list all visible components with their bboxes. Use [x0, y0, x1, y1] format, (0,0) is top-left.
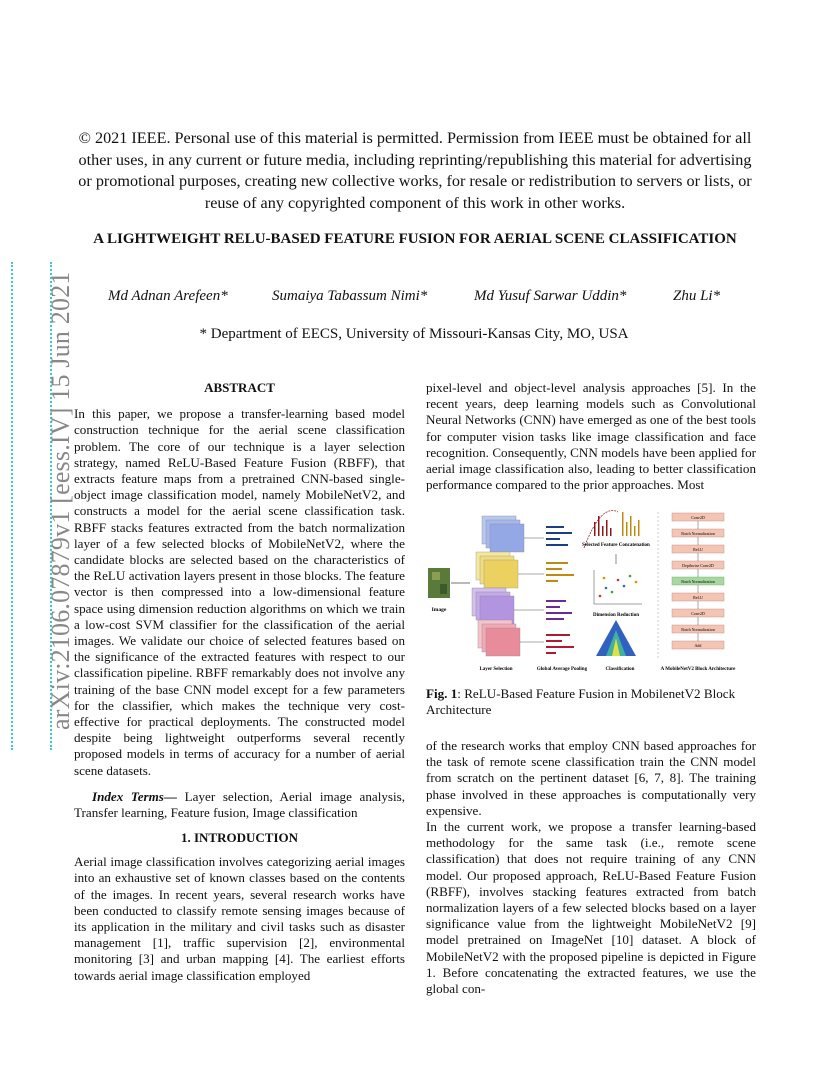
feature-bars-4: [546, 634, 574, 654]
right-column-bottom: [426, 738, 756, 997]
dimred-label: Dimension Reduction: [593, 613, 639, 618]
svg-text:ReLU: ReLU: [693, 547, 703, 552]
layer-stack-pink: [478, 620, 520, 656]
author-4: Zhu Li*: [673, 288, 721, 304]
caption-label: Fig. 1: [426, 686, 458, 701]
index-terms-label: Index Terms—: [92, 788, 178, 804]
right-top-text: pixel-level and object-level analysis approaches [5]. In the recent years, deep learning models such as Convolutional Neural Networks (CNN) have emerged as one of the best tools for computer vision tasks like image classification and face recognition. Consequently, CNN models have been applied for aerial image classification also, leading to better classification performance compared to the prior approaches. Most: [426, 380, 756, 493]
svg-text:ReLU: ReLU: [693, 595, 703, 600]
svg-text:Add: Add: [694, 643, 702, 648]
author-3: Md Yusuf Sarwar Uddin*: [474, 288, 627, 304]
concatenation-bars: [594, 512, 640, 536]
index-terms: [74, 789, 405, 821]
introduction-section: [74, 830, 405, 984]
right-column-top: [426, 380, 756, 493]
svg-text:Depthwise Conv2D: Depthwise Conv2D: [682, 563, 714, 568]
gap-label: Global Average Pooling: [536, 667, 588, 672]
abstract-section: [74, 380, 405, 821]
abstract-text: In this paper, we propose a transfer-learning based model construction technique for the aerial scene classification problem. The core of our technique is a layer selection strategy, named ReLU-Based Feature Fusion (RBFF), that extracts feature maps from a pretrained CNN-based single-object image classification model, namely MobileNetV2, and constructs a model for the aerial scene classification task. RBFF stacks features extracted from the batch normalization layer of a few selected blocks of MobileNetV2, where the candidate blocks are selected based on the characteristics of the ReLU activation layers present in those blocks. The feature vector is then compressed into a low-dimensional feature space using dimension reduction algorithms on which we train a low-cost SVM classifier for the classification of the aerial images. We validate our choice of selected features based on the significance of the extracted features with respect to our classification pipeline. RBFF remarkably does not involve any training of the base CNN model except for a few parameters for the classifier, which makes the technique very cost-effective for practical deployments. The constructed model despite being lightweight outperforms several recently proposed models in terms of accuracy for a number of aerial scene datasets.: [74, 406, 405, 778]
intro-text: Aerial image classification involves categorizing aerial images into an exhaustive set of known classes based on the contents of the images. In recent years, several research works have been conducted to classify remote sensing images because of its application in the military and civil tasks such as disaster management [1], traffic supervision [2], environmental monitoring [3] and urban mapping [4]. The earliest efforts towards aerial image classification employed: [74, 854, 405, 983]
svg-text:Conv2D: Conv2D: [691, 611, 705, 616]
classification-surface: [596, 620, 636, 656]
intro-heading: 1. INTRODUCTION: [180, 830, 298, 845]
author-2: Sumaiya Tabassum Nimi*: [272, 288, 428, 304]
svg-text:Batch Normalization: Batch Normalization: [681, 531, 715, 536]
caption-text: : ReLU-Based Feature Fusion in MobilenetV2 Block Architecture: [426, 686, 736, 718]
arxiv-border-left: [11, 262, 13, 750]
affiliation: * Department of EECS, University of Missouri-Kansas City, MO, USA: [199, 326, 629, 342]
copyright-notice: © 2021 IEEE. Personal use of this material is permitted. Permission from IEEE must be obtained for all other uses, in any current or future media, including reprinting/republishing this material for advertising or promotional purposes, creating new collective works, for resale or redistribution to servers or lists, or reuse of any copyrighted component of this work in other works.: [78, 129, 752, 212]
image-label: Image: [431, 607, 447, 613]
index-terms-text: Layer selection, Aerial image analysis, Transfer learning, Feature fusion, Image classification: [74, 788, 406, 821]
svg-text:Batch Normalization: Batch Normalization: [681, 627, 715, 632]
abstract-heading: ABSTRACT: [204, 380, 275, 395]
feature-bars-3: [546, 600, 572, 620]
block-arch-label: A MobileNetV2 Block Architecture: [660, 667, 736, 672]
classification-label: Classification: [605, 667, 635, 672]
layer-stack-blue: [482, 516, 524, 552]
feature-bars-2: [546, 562, 574, 582]
right-para-1: of the research works that employ CNN based approaches for the task of remote scene classification train the CNN model from scratch on the pertinent dataset [6, 7, 8]. The training phase involved in these approaches is computationally very expensive.: [426, 738, 756, 818]
paper-title: A LIGHTWEIGHT RELU-BASED FEATURE FUSION FOR AERIAL SCENE CLASSIFICATION: [93, 231, 737, 247]
layer-selection-label: Layer Selection: [479, 667, 513, 672]
author-1: Md Adnan Arefeen*: [108, 288, 228, 304]
feature-bars-1: [546, 526, 572, 546]
right-para-2: In the current work, we propose a transfer learning-based methodology for the same task (i.e., remote scene classification) that does not require training of any CNN model. Our proposed approach, ReLU-Based Feature Fusion (RBFF), involves stacking features extracted from batch normalization layers of a few selected blocks based on a layer significance value from the lightweight MobileNetV2 [9] model pretrained on ImageNet [10] dataset. A block of MobileNetV2 with the proposed pipeline is depicted in Figure 1. Before concatenating the extracted features, we use the global con-: [426, 819, 756, 997]
svg-text:Batch Normalization: Batch Normalization: [681, 579, 715, 584]
figure-1-diagram: [426, 508, 756, 676]
svg-text:Conv2D: Conv2D: [691, 515, 705, 520]
arxiv-stamp: arXiv:2106.07879v1 [eess.IV] 15 Jun 2021: [46, 271, 75, 730]
layer-stack-purple: [472, 588, 514, 624]
block-architecture: [672, 513, 724, 649]
selected-label: Selected Feature Concatenation: [582, 543, 650, 548]
scatter-plot: [594, 570, 642, 604]
layer-stack-yellow: [476, 552, 518, 588]
figure-1-caption: [426, 686, 756, 718]
